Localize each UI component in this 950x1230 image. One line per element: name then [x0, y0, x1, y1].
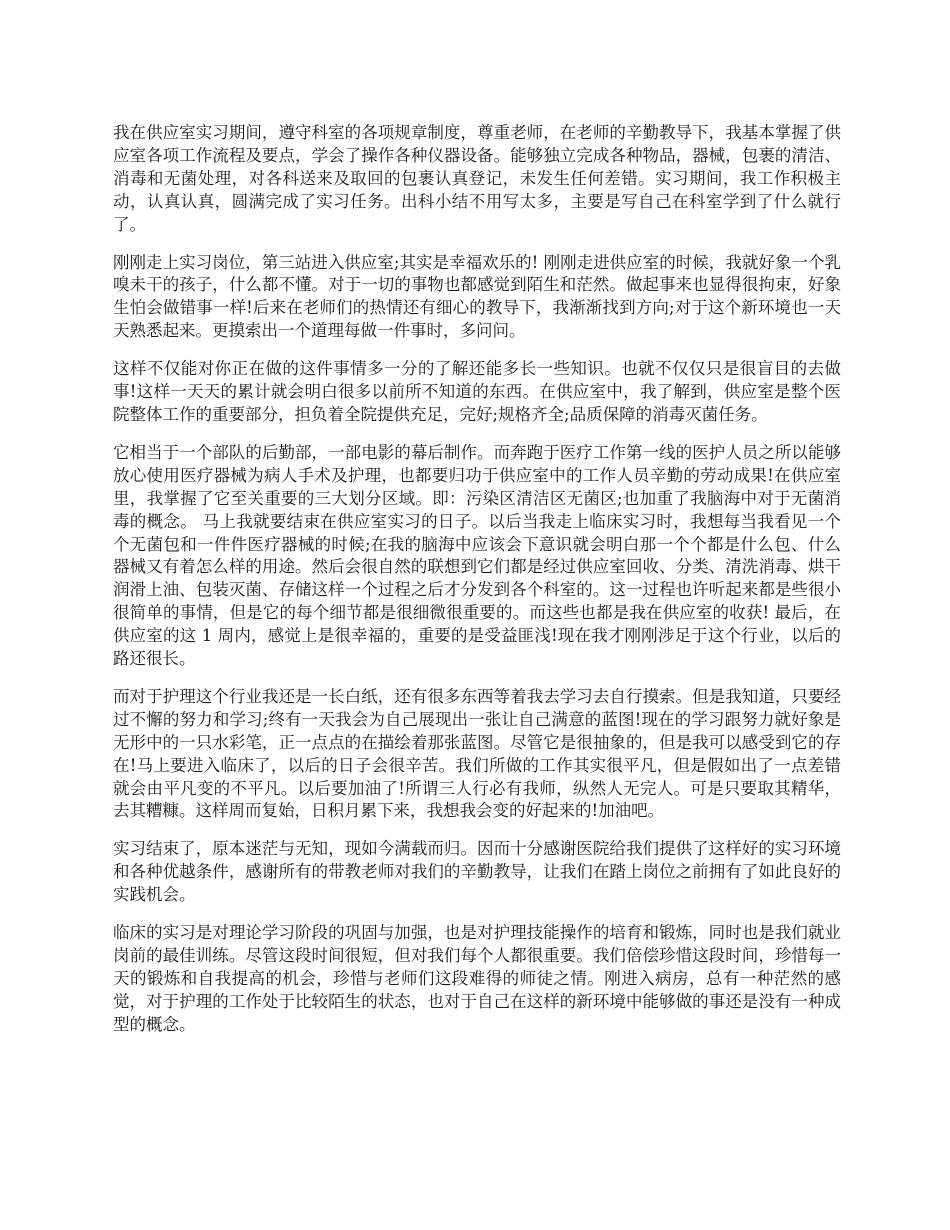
paragraph-3: 这样不仅能对你正在做的这件事情多一分的了解还能多长一些知识。也就不仅仅只是很盲目的去做事!这样一天天的累计就会明白很多以前所不知道的东西。在供应室中，我了解到，供应室是整个医院整体工作的重要部分，担负着全院提供充足，完好;规格齐全;品质保障的消毒灭菌任务。: [113, 359, 841, 424]
document-body: [113, 122, 841, 1052]
paragraph-4: 它相当于一个部队的后勤部，一部电影的幕后制作。而奔跑于医疗工作第一线的医护人员之所以能够放心使用医疗器械为病人手术及护理，也都要归功于供应室中的工作人员辛勤的劳动成果!在供应室里，我掌握了它至关重要的三大划分区域。即：污染区清洁区无菌区;也加重了我脑海中对于无菌消毒的概念。 马上我就要结束在供应室实习的日子。以后当我走上临床实习时，我想每当我看见一个个无菌包和一件件医疗器械的时候;在我的脑海中应该会下意识就会明白那一个个都是什么包、什么器械又有着怎么样的用途。然后会很自然的联想到它们都是经过供应室回收、分类、清洗消毒、烘干润滑上油、包装灭菌、存储这样一个过程之后才分发到各个科室的。这一过程也许听起来都是些很小很简单的事情，但是它的每个细节都是很细微很重要的。而这些也都是我在供应室的收获! 最后，在供应室的这 1 周内，感觉上是很幸福的，重要的是受益匪浅!现在我才刚刚涉足于这个行业，以后的路还很长。: [113, 442, 841, 669]
paragraph-7: 临床的实习是对理论学习阶段的巩固与加强，也是对护理技能操作的培育和锻炼，同时也是我们就业岗前的最佳训练。尽管这段时间很短，但对我们每个人都很重要。我们倍偿珍惜这段时间，珍惜每一天的锻炼和自我提高的机会，珍惜与老师们这段难得的师徒之情。刚进入病房，总有一种茫然的感觉，对于护理的工作处于比较陌生的状态，也对于自己在这样的新环境中能够做的事还是没有一种成型的概念。: [113, 923, 841, 1034]
paragraph-2: 刚刚走上实习岗位，第三站进入供应室;其实是幸福欢乐的! 刚刚走进供应室的时候，我就好象一个乳嗅未干的孩子，什么都不懂。对于一切的事物也都感觉到陌生和茫然。做起事来也显得很拘束，好象生怕会做错事一样!后来在老师们的热情还有细心的教导下，我渐渐找到方向;对于这个新环境也一天天熟悉起来。更摸索出一个道理每做一件事时，多问问。: [113, 252, 841, 341]
paragraph-6: 实习结束了，原本迷茫与无知，现如今满载而归。因而十分感谢医院给我们提供了这样好的实习环境和各种优越条件，感谢所有的带教老师对我们的辛勤教导，让我们在踏上岗位之前拥有了如此良好的实践机会。: [113, 839, 841, 905]
paragraph-1: 我在供应室实习期间，遵守科室的各项规章制度，尊重老师，在老师的辛勤教导下，我基本掌握了供应室各项工作流程及要点，学会了操作各种仪器设备。能够独立完成各种物品，器械，包裹的清洁、消毒和无菌处理，对各科送来及取回的包裹认真登记，未发生任何差错。实习期间，我工作积极主动，认真认真，圆满完成了实习任务。出科小结不用写太多，主要是写自己在科室学到了什么就行了。: [113, 123, 841, 234]
paragraph-5: 而对于护理这个行业我还是一长白纸，还有很多东西等着我去学习去自行摸索。但是我知道，只要经过不懈的努力和学习;终有一天我会为自己展现出一张让自己满意的蓝图!现在的学习跟努力就好象是无形中的一只水彩笔，正一点点的在描绘着那张蓝图。尽管它是很抽象的，但是我可以感受到它的存在!马上要进入临床了，以后的日子会很辛苦。我们所做的工作其实很平凡，但是假如出了一点差错就会由平凡变的不平凡。以后要加油了!所谓三人行必有我师，纵然人无完人。可是只要取其精华，去其糟糠。这样周而复始，日积月累下来，我想我会变的好起来的!加油吧。: [113, 686, 841, 821]
